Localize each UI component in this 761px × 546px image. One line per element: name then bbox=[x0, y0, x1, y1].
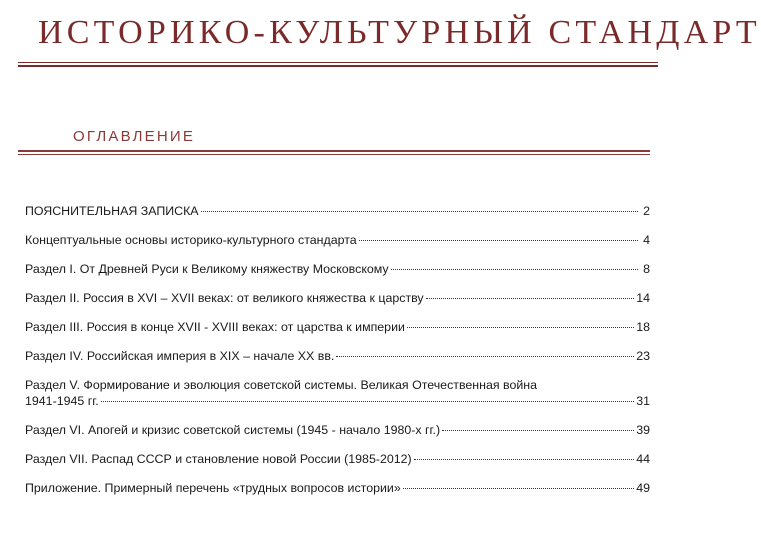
toc-entry-page[interactable]: 49 bbox=[636, 481, 650, 495]
toc-entry-label-line2[interactable]: 1941-1945 гг. bbox=[25, 394, 99, 408]
toc-leader bbox=[391, 268, 638, 270]
toc-entry[interactable] bbox=[25, 319, 650, 335]
toc-entry-page[interactable]: 14 bbox=[636, 291, 650, 305]
toc-entry-label[interactable]: Раздел I. От Древней Руси к Великому княжеству Московскому bbox=[25, 262, 389, 276]
contents-heading: ОГЛАВЛЕНИЕ bbox=[73, 128, 196, 145]
toc-entry-label[interactable]: Раздел VII. Распад СССР и становление новой России (1985-2012) bbox=[25, 452, 412, 466]
title-rule bbox=[18, 62, 658, 63]
toc-entry[interactable] bbox=[25, 261, 650, 277]
toc-entry-label[interactable]: Раздел IV. Российская империя в XIX – начале XX вв. bbox=[25, 349, 335, 363]
toc-entry[interactable] bbox=[25, 422, 650, 438]
toc-entry-page[interactable]: 39 bbox=[636, 423, 650, 437]
toc-leader bbox=[414, 458, 635, 460]
toc-entry[interactable] bbox=[25, 480, 650, 496]
toc-leader bbox=[336, 355, 634, 357]
toc-leader bbox=[442, 429, 634, 431]
heading-rule-thin bbox=[18, 154, 650, 155]
document-title: ИСТОРИКО-КУЛЬТУРНЫЙ СТАНДАРТ bbox=[38, 14, 761, 51]
toc-entry-label[interactable]: Концептуальные основы историко-культурного стандарта bbox=[25, 233, 357, 247]
toc-entry[interactable] bbox=[25, 232, 650, 248]
toc-entry[interactable] bbox=[25, 203, 650, 219]
toc-leader bbox=[426, 297, 635, 299]
toc-entry-label-line1[interactable]: Раздел V. Формирование и эволюция советской системы. Великая Отечественная война bbox=[25, 378, 537, 392]
toc-entry-label[interactable]: ПОЯСНИТЕЛЬНАЯ ЗАПИСКА bbox=[25, 204, 199, 218]
toc-entry-page[interactable]: 44 bbox=[636, 452, 650, 466]
toc-entry-label[interactable]: Раздел VI. Апогей и кризис советской системы (1945 - начало 1980-х гг.) bbox=[25, 423, 441, 437]
table-of-contents bbox=[25, 203, 650, 509]
toc-entry-page[interactable]: 8 bbox=[643, 262, 650, 276]
toc-entry-page[interactable]: 31 bbox=[636, 394, 650, 408]
toc-entry[interactable] bbox=[25, 377, 650, 409]
toc-leader bbox=[407, 326, 634, 328]
toc-entry-label[interactable]: Приложение. Примерный перечень «трудных вопросов истории» bbox=[25, 481, 401, 495]
toc-leader bbox=[101, 400, 635, 402]
toc-leader bbox=[201, 210, 638, 212]
toc-entry[interactable] bbox=[25, 451, 650, 467]
toc-entry[interactable] bbox=[25, 348, 650, 364]
toc-entry[interactable] bbox=[25, 290, 650, 306]
toc-entry-page[interactable]: 18 bbox=[636, 320, 650, 334]
heading-rule-thick bbox=[18, 150, 650, 152]
title-rule-thick bbox=[18, 65, 658, 67]
toc-entry-label[interactable]: Раздел III. Россия в конце XVII - XVIII веках: от царства к империи bbox=[25, 320, 405, 334]
toc-entry-page[interactable]: 4 bbox=[643, 233, 650, 247]
toc-leader bbox=[359, 239, 638, 241]
toc-leader bbox=[403, 487, 634, 489]
toc-entry-page[interactable]: 23 bbox=[636, 349, 650, 363]
toc-entry-page[interactable]: 2 bbox=[643, 204, 650, 218]
toc-entry-label[interactable]: Раздел II. Россия в XVI – XVII веках: от великого княжества к царству bbox=[25, 291, 424, 305]
